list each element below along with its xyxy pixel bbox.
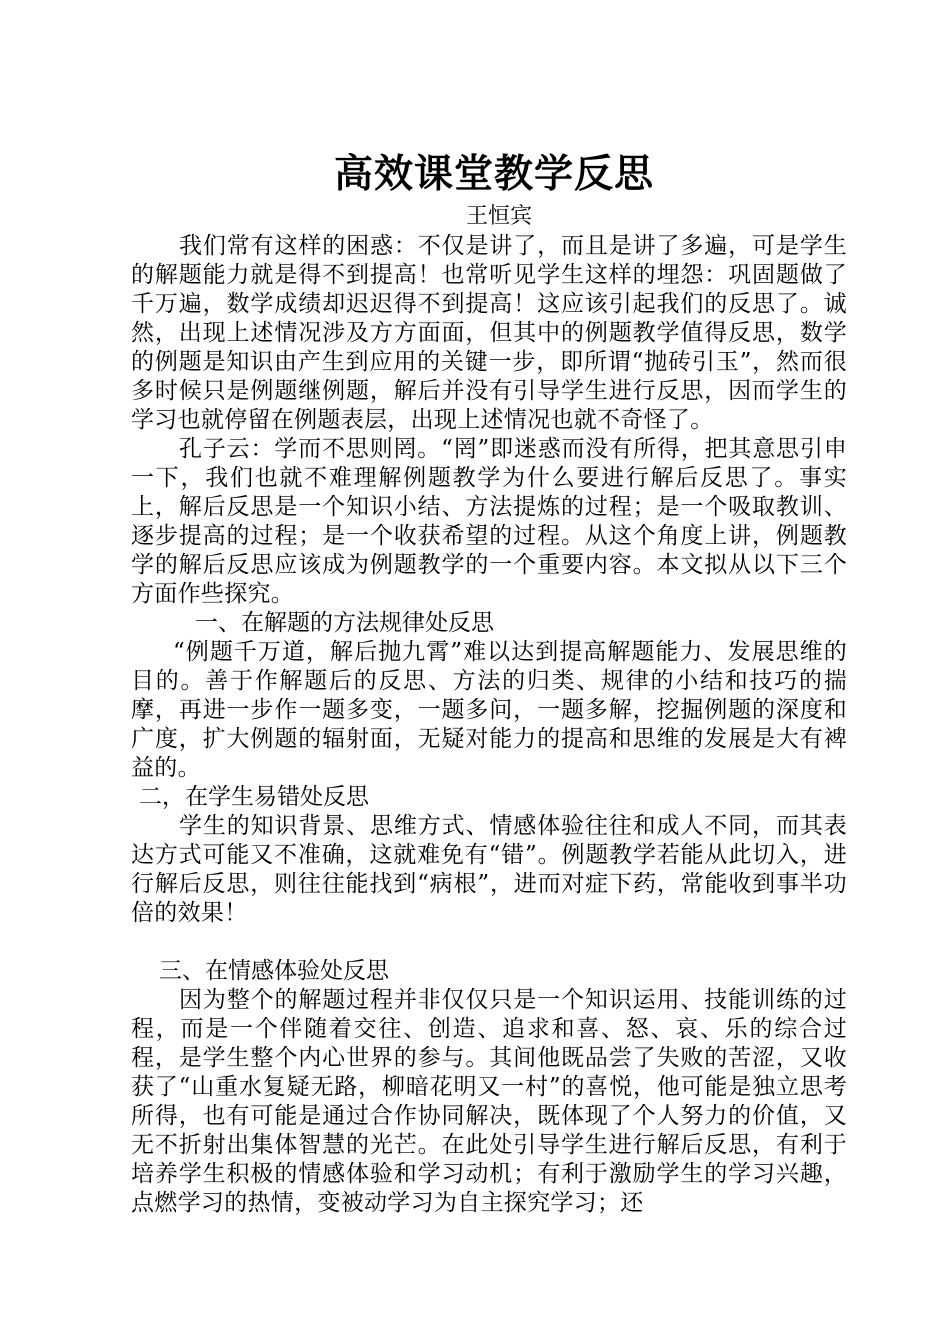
paragraph-section-2: 学生的知识背景、思维方式、情感体验往往和成人不同，而其表达方式可能又不准确，这就难免有“错”。例题教学若能从此切入，进行解后反思，则往往能找到“病根”，进而对症下药，常能收到事半功倍的效果！	[131, 813, 847, 926]
paragraph-section-1: “例题千万道，解后抛九霄”难以达到提高解题能力、发展思维的目的。善于作解题后的反思、方法的归类、规律的小结和技巧的揣摩，再进一步作一题多变，一题多问，一题多解，挖掘例题的深度和广度，扩大例题的辐射面，无疑对能力的提高和思维的发展是大有裨益的。	[131, 639, 847, 781]
blank-line	[131, 928, 847, 957]
section-heading-1: 一、在解题的方法规律处反思	[195, 610, 494, 636]
document-title: 高效课堂教学反思	[333, 152, 654, 197]
document-author: 王恒宾	[465, 204, 532, 229]
document-page	[131, 148, 847, 1218]
paragraph-intro: 我们常有这样的困惑：不仅是讲了，而且是讲了多遍，可是学生的解题能力就是得不到提高！也常听见学生这样的埋怨：巩固题做了千万遍，数学成绩却迟迟得不到提高！这应该引起我们的反思了。诚然，出现上述情况涉及方方面面，但其中的例题教学值得反思，数学的例题是知识由产生到应用的关键一步，即所谓“抛砖引玉”，然而很多时候只是例题继例题，解后并没有引导学生进行反思，因而学生的学习也就停留在例题表层，出现上述情况也就不奇怪了。	[131, 233, 847, 433]
section-heading-2: 二，在学生易错处反思	[139, 784, 369, 810]
section-heading-3: 三、在情感体验处反思	[159, 958, 389, 984]
document-body	[131, 232, 847, 1218]
paragraph-confucius: 孔子云：学而不思则罔。“罔”即迷惑而没有所得，把其意思引申一下，我们也就不难理解例题教学为什么要进行解后反思了。事实上，解后反思是一个知识小结、方法提炼的过程；是一个吸取教训、逐步提高的过程；是一个收获希望的过程。从这个角度上讲，例题教学的解后反思应该成为例题教学的一个重要内容。本文拟从以下三个方面作些探究。	[131, 436, 847, 607]
paragraph-section-3: 因为整个的解题过程并非仅仅只是一个知识运用、技能训练的过程，而是一个伴随着交往、创造、追求和喜、怒、哀、乐的综合过程，是学生整个内心世界的参与。其间他既品尝了失败的苦涩，又收获了“山重水复疑无路，柳暗花明又一村”的喜悦，他可能是独立思考所得，也有可能是通过合作协同解决，既体现了个人努力的价值，又无不折射出集体智慧的光芒。在此处引导学生进行解后反思，有利于培养学生积极的情感体验和学习动机；有利于激励学生的学习兴趣，点燃学习的热情，变被动学习为自主探究学习；还	[131, 987, 847, 1216]
